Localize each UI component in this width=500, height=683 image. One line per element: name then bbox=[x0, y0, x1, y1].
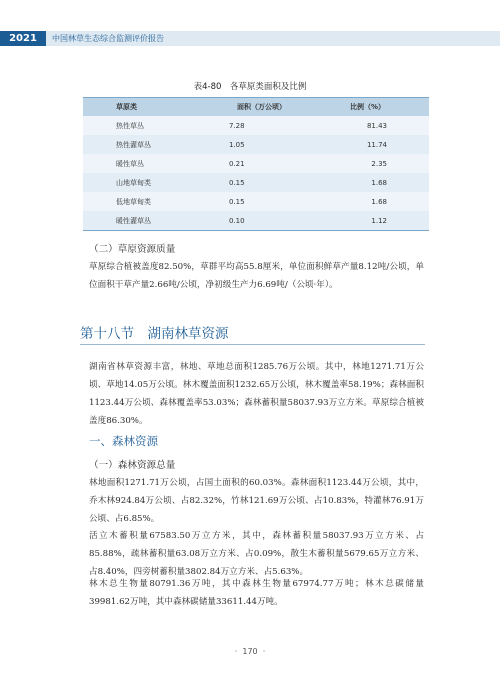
forest-heading: 一、森林资源 bbox=[89, 434, 158, 448]
running-header bbox=[0, 31, 500, 46]
table-cell: 1.68 bbox=[371, 197, 387, 206]
forest-paragraph-1: 林地面积1271.71万公顷，占国土面积的60.03%。森林面积1123.44万公顷，其中，乔木林924.84万公顷、占82.32%，竹林121.69万公顷、占10.83%，特灌林76.91万公顷、占6.85%。 bbox=[89, 478, 424, 524]
grass-quality-heading: （二）草原资源质量 bbox=[89, 244, 176, 255]
table-cell: 0.15 bbox=[229, 178, 245, 187]
table-row bbox=[83, 135, 429, 154]
table-cell: 1.68 bbox=[371, 178, 387, 187]
table-cell: 11.74 bbox=[366, 140, 387, 149]
section-divider bbox=[80, 344, 425, 345]
table-row bbox=[83, 116, 429, 135]
table-header-row bbox=[83, 98, 429, 116]
table-cell: 暖性灌草丛 bbox=[116, 216, 151, 225]
table-cell: 7.28 bbox=[229, 121, 245, 130]
table-cell: 热性草丛 bbox=[116, 121, 144, 130]
table-row bbox=[83, 173, 429, 192]
table-cell: 暖性草丛 bbox=[116, 159, 144, 168]
table-cell: 山地草甸类 bbox=[116, 178, 151, 187]
table-caption: 表4-80 各草原类面积及比例 bbox=[193, 82, 307, 92]
section-intro: 湖南省林草资源丰富，林地、草地总面积1285.76万公顷。其中，林地1271.71万公顷、草地14.05万公顷。林木覆盖面积1232.65万公顷，林木覆盖率58.19%；森林面积1123.44万公顷、森林覆盖率53.03%；森林蓄积量58037.93万立方米。草原综合植被盖度86.30%。 bbox=[89, 362, 424, 426]
grassland-table bbox=[83, 97, 429, 231]
table-row bbox=[83, 211, 429, 230]
header-year: 2021 bbox=[0, 31, 46, 46]
forest-subheading: （一）森林资源总量 bbox=[89, 460, 176, 471]
table-cell: 81.43 bbox=[366, 121, 387, 130]
forest-paragraph-3: 林木总生物量80791.36万吨，其中森林生物量67974.77万吨；林木总碳储量39981.62万吨，其中森林碳储量33611.44万吨。 bbox=[89, 579, 424, 607]
page-number: · 170 · bbox=[234, 647, 266, 656]
forest-paragraph-2: 活立木蓄积量67583.50万立方米，其中，森林蓄积量58037.93万立方米、占85.88%，疏林蓄积量63.08万立方米、占0.09%，散生木蓄积量5679.65万立方米、占8.40%，四旁树蓄积量3802.84万立方米、占5.63%。 bbox=[89, 531, 424, 577]
table-cell: 0.10 bbox=[229, 216, 245, 225]
table-header-cell: 面积（万公顷） bbox=[237, 103, 286, 111]
table-cell: 1.12 bbox=[371, 216, 387, 225]
table-row bbox=[83, 192, 429, 211]
table-cell: 2.35 bbox=[371, 159, 387, 168]
section-title: 第十八节 湖南林草资源 bbox=[80, 326, 229, 342]
grass-quality-text: 草原综合植被盖度82.50%，草群平均高55.8厘米，单位面积鲜草产量8.12吨/公顷，单位面积干草产量2.66吨/公顷，净初级生产力6.69吨/（公顷·年）。 bbox=[89, 262, 424, 290]
table-cell: 0.15 bbox=[229, 197, 245, 206]
table-cell: 0.21 bbox=[229, 159, 245, 168]
table-header-cell: 草原类 bbox=[116, 103, 137, 111]
table-cell: 1.05 bbox=[229, 140, 245, 149]
page-number-value: 170 bbox=[242, 647, 258, 656]
header-title: 中国林草生态综合监测评价报告 bbox=[52, 34, 164, 43]
table-header-cell: 比例（%） bbox=[349, 103, 385, 111]
table-cell: 热性灌草丛 bbox=[116, 140, 151, 149]
table-cell: 低地草甸类 bbox=[116, 197, 151, 206]
table-row bbox=[83, 154, 429, 173]
